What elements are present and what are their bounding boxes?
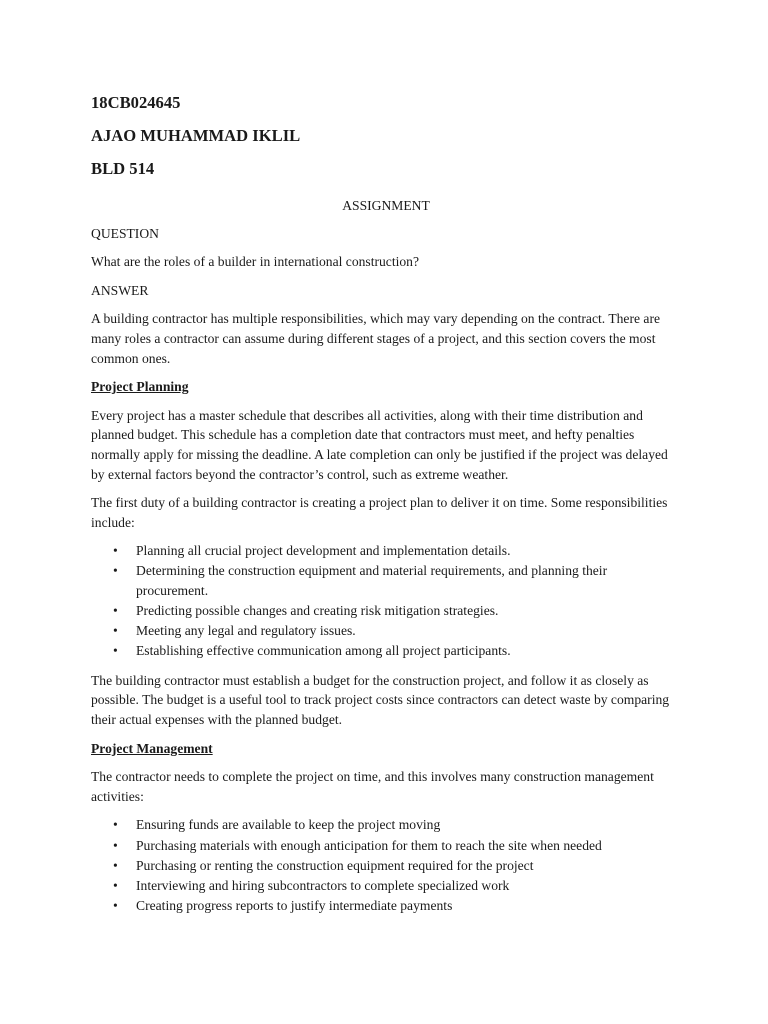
list-item [91, 541, 681, 561]
list-item-text: Planning all crucial project development and implementation details. [136, 543, 511, 559]
list-item [91, 876, 681, 896]
bullet-icon: • [113, 897, 118, 913]
list-item-text: Predicting possible changes and creating risk mitigation strategies. [136, 603, 499, 619]
bullet-icon: • [113, 857, 118, 873]
bullet-icon: • [113, 643, 118, 659]
bullet-icon: • [113, 623, 118, 639]
course-code: BLD 514 [91, 159, 155, 178]
section-heading-planning: Project Planning [91, 379, 189, 395]
list-item [91, 621, 681, 641]
list-item-text: Creating progress reports to justify intermediate payments [136, 897, 453, 913]
bullet-icon: • [113, 543, 118, 559]
student-id: 18CB024645 [91, 93, 181, 112]
list-item-text: Ensuring funds are available to keep the project moving [136, 817, 441, 833]
question-label: QUESTION [91, 225, 159, 241]
answer-label: ANSWER [91, 282, 149, 298]
list-item [91, 561, 681, 600]
list-item-text: Determining the construction equipment and material requirements, and planning their procurement. [136, 563, 608, 598]
list-item-text: Meeting any legal and regulatory issues. [136, 623, 356, 639]
question-text: What are the roles of a builder in international construction? [91, 254, 420, 270]
list-item [91, 815, 681, 835]
list-item [91, 601, 681, 621]
bullet-icon: • [113, 603, 118, 619]
list-item-text: Establishing effective communication among all project participants. [136, 643, 511, 659]
planning-bullet-list [91, 541, 681, 661]
list-item [91, 856, 681, 876]
management-bullet-list [91, 815, 681, 915]
list-item-text: Purchasing materials with enough anticipation for them to reach the site when needed [136, 837, 602, 853]
bullet-icon: • [113, 817, 118, 833]
planning-paragraph-3: The building contractor must establish a budget for the construction project, and follow it as closely as possible. The budget is a useful tool to track project costs since contractors can detect waste by comparing their actual expenses with the planned budget. [91, 672, 670, 728]
intro-paragraph: A building contractor has multiple responsibilities, which may vary depending on the contract. There are many roles a contractor can assume during different stages of a project, and this section covers the most common ones. [91, 311, 661, 366]
list-item [91, 641, 681, 661]
section-heading-management: Project Management [91, 740, 213, 756]
list-item [91, 896, 681, 916]
document-body [91, 92, 681, 925]
bullet-icon: • [113, 837, 118, 853]
bullet-icon: • [113, 563, 118, 579]
planning-paragraph-2: The first duty of a building contractor is creating a project plan to deliver it on time. Some responsibilities include: [91, 495, 668, 530]
list-item [91, 836, 681, 856]
planning-paragraph-1: Every project has a master schedule that describes all activities, along with their time distribution and planned budget. This schedule has a completion date that contractors must meet, and hefty penalties normally apply for missing the deadline. A late completion can only be justified if the project was delayed by external factors beyond the contractor’s control, such as extreme weather. [91, 407, 668, 482]
management-paragraph-1: The contractor needs to complete the project on time, and this involves many construction management activities: [91, 769, 654, 804]
student-name: AJAO MUHAMMAD IKLIL [91, 126, 301, 145]
list-item-text: Purchasing or renting the construction equipment required for the project [136, 857, 534, 873]
list-item-text: Interviewing and hiring subcontractors to complete specialized work [136, 877, 510, 893]
document-title: ASSIGNMENT [342, 198, 430, 213]
bullet-icon: • [113, 877, 118, 893]
